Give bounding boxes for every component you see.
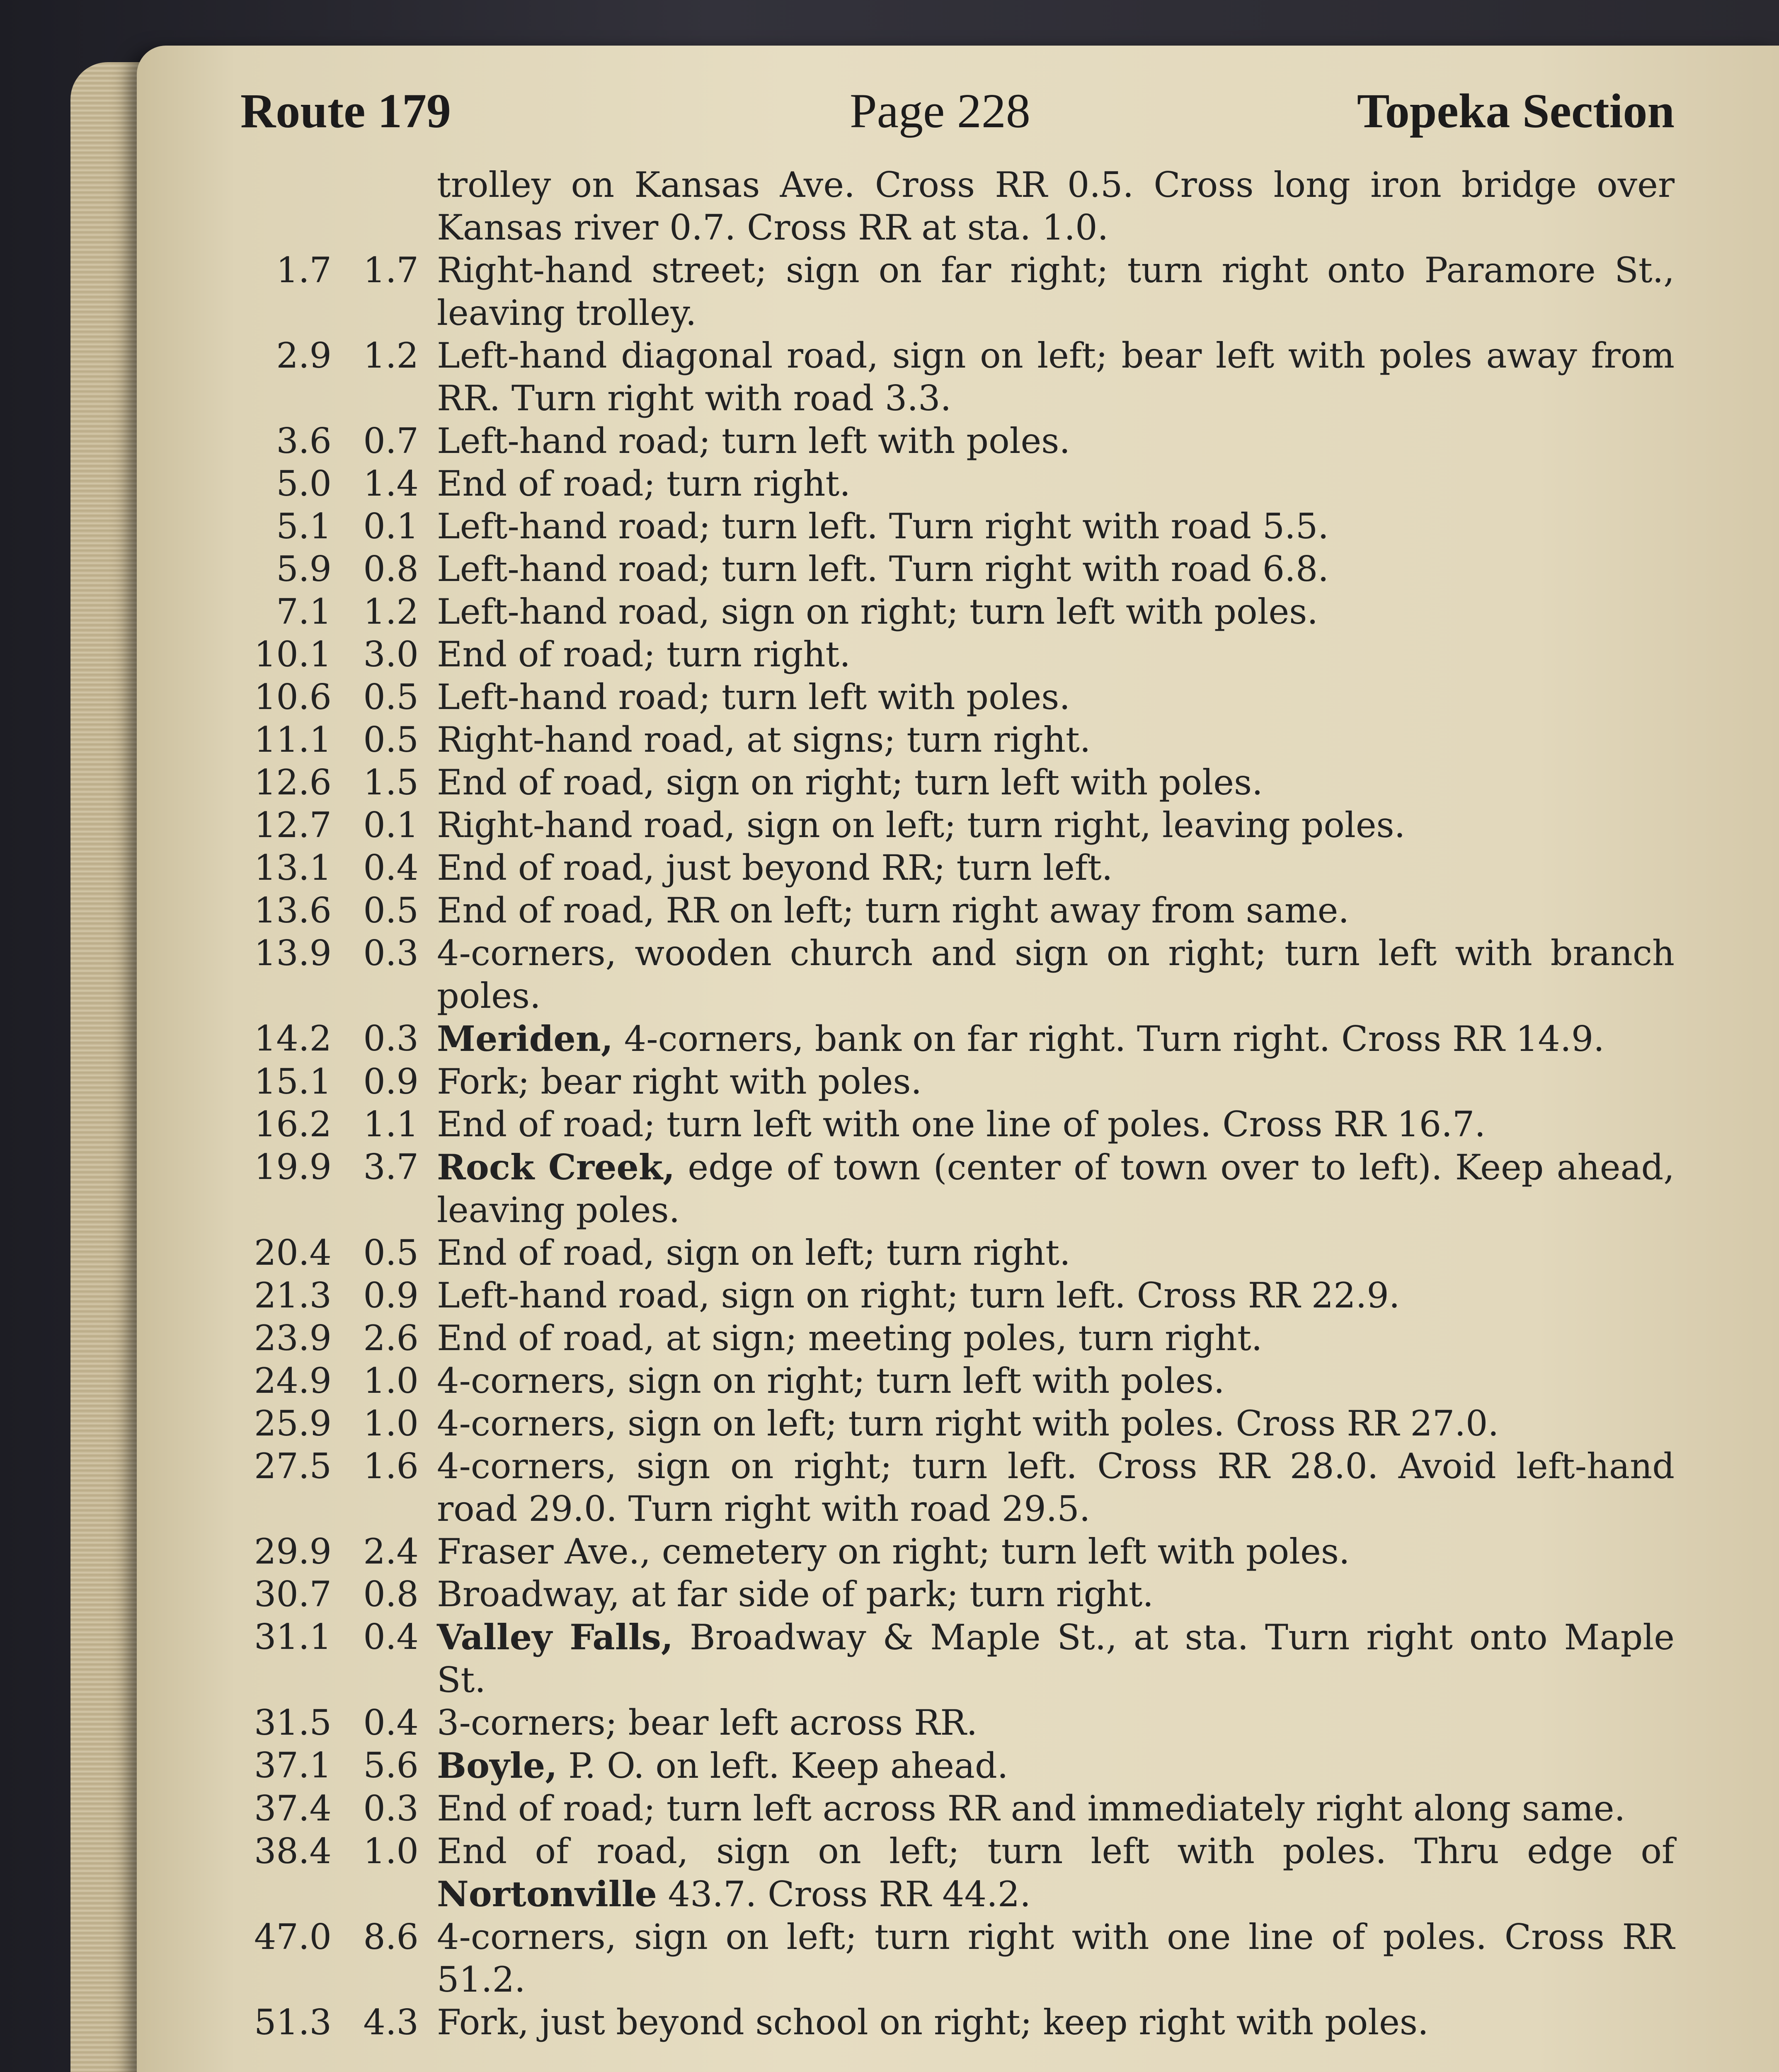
- intermediate-mileage: 1.6: [363, 1446, 419, 1486]
- direction-text: [419, 249, 1675, 334]
- total-mileage: 27.5: [254, 1446, 332, 1486]
- direction-row: [232, 932, 1675, 1017]
- direction-instruction: Left-hand road; turn left with poles.: [437, 421, 1071, 461]
- direction-row: [232, 1616, 1675, 1702]
- intermediate-mileage: 3.7: [363, 1147, 419, 1187]
- direction-instruction: Left-hand road, sign on right; turn left. Cross RR 22.9.: [437, 1275, 1400, 1316]
- route-number: Route 179: [240, 84, 451, 138]
- direction-instruction: End of road, RR on left; turn right away from same.: [437, 890, 1350, 931]
- direction-instruction: End of road; turn left across RR and immediately right along same.: [437, 1788, 1626, 1829]
- intermediate-mileage: 4.3: [363, 2002, 419, 2043]
- total-mileage: 13.6: [254, 890, 332, 931]
- direction-row: [232, 1232, 1675, 1274]
- intermediate-mileage: 1.1: [363, 1104, 419, 1145]
- direction-text: [419, 719, 1675, 761]
- intermediate-mileage: 5.6: [363, 1745, 419, 1786]
- intermediate-mileage: 1.4: [363, 463, 419, 504]
- intermediate-mileage: 2.6: [363, 1318, 419, 1358]
- total-mileage: 51.3: [254, 2002, 332, 2043]
- direction-text: [419, 932, 1675, 1017]
- direction-text: [419, 1317, 1675, 1360]
- total-mileage: 7.1: [276, 591, 332, 632]
- total-mileage: 29.9: [254, 1531, 332, 1572]
- total-mileage: 15.1: [254, 1061, 332, 1102]
- direction-text: [419, 1402, 1675, 1445]
- direction-row: [232, 249, 1675, 334]
- intermediate-mileage: 0.5: [363, 1232, 419, 1273]
- direction-text: [419, 548, 1675, 591]
- direction-instruction: 4-corners, wooden church and sign on right; turn left with branch poles.: [437, 933, 1675, 1016]
- direction-text: [419, 591, 1675, 633]
- direction-text: [419, 1616, 1675, 1702]
- direction-instruction: Right-hand road, at signs; turn right.: [437, 719, 1091, 760]
- total-mileage: 10.6: [254, 677, 332, 717]
- direction-text: [419, 1274, 1675, 1317]
- intermediate-mileage: 1.0: [363, 1831, 419, 1871]
- direction-text: [419, 462, 1675, 505]
- direction-row: [232, 719, 1675, 761]
- total-mileage: 13.9: [254, 933, 332, 973]
- total-mileage: 14.2: [254, 1018, 332, 1059]
- intermediate-mileage: 0.4: [363, 1702, 419, 1743]
- direction-text: [419, 1232, 1675, 1274]
- direction-text: [419, 1702, 1675, 1744]
- total-mileage: 5.0: [276, 463, 332, 504]
- direction-row: [232, 462, 1675, 505]
- direction-instruction: 4-corners, sign on left; turn right with poles. Cross RR 27.0.: [437, 1403, 1499, 1444]
- direction-row: [232, 1830, 1675, 1916]
- direction-row: [232, 1146, 1675, 1232]
- intermediate-mileage: 0.8: [363, 549, 419, 589]
- total-mileage: 5.9: [276, 549, 332, 589]
- direction-text: [419, 2001, 1675, 2044]
- total-mileage: 12.6: [254, 762, 332, 803]
- intermediate-mileage: 0.1: [363, 805, 419, 845]
- intermediate-mileage: 1.7: [363, 250, 419, 290]
- intermediate-mileage: 0.5: [363, 890, 419, 931]
- intermediate-mileage: 1.2: [363, 591, 419, 632]
- direction-instruction: End of road, sign on right; turn left with poles.: [437, 762, 1263, 803]
- intermediate-mileage: 0.5: [363, 677, 419, 717]
- intermediate-mileage: 1.5: [363, 762, 419, 803]
- total-mileage: 25.9: [254, 1403, 332, 1444]
- direction-instruction: End of road, sign on left; turn right.: [437, 1232, 1071, 1273]
- direction-row: [232, 334, 1675, 420]
- direction-instruction: End of road; turn left with one line of poles. Cross RR 16.7.: [437, 1104, 1486, 1145]
- direction-row: [232, 1530, 1675, 1573]
- direction-row: [232, 847, 1675, 889]
- direction-row: [232, 1744, 1675, 1787]
- total-mileage: 37.1: [254, 1745, 332, 1786]
- total-mileage: 20.4: [254, 1232, 332, 1273]
- intermediate-mileage: 1.2: [363, 335, 419, 376]
- direction-instruction: Right-hand street; sign on far right; turn right onto Paramore St., leaving trolley.: [437, 250, 1675, 333]
- page-number: Page 228: [850, 84, 1030, 138]
- direction-row: [232, 1317, 1675, 1360]
- direction-row: [232, 1916, 1675, 2001]
- direction-text: [419, 804, 1675, 847]
- place-name: Boyle,: [437, 1745, 557, 1786]
- intermediate-mileage: 1.0: [363, 1403, 419, 1444]
- direction-row: [232, 1787, 1675, 1830]
- intermediate-mileage: 1.0: [363, 1360, 419, 1401]
- intermediate-mileage: 0.9: [363, 1061, 419, 1102]
- directions-list: [232, 164, 1675, 2044]
- total-mileage: 31.5: [254, 1702, 332, 1743]
- intermediate-mileage: 3.0: [363, 634, 419, 675]
- direction-row: [232, 804, 1675, 847]
- direction-text: [419, 1573, 1675, 1616]
- intermediate-mileage: 0.4: [363, 1617, 419, 1657]
- direction-instruction: End of road; turn right.: [437, 463, 851, 504]
- direction-row: [232, 591, 1675, 633]
- place-name: Valley Falls,: [437, 1617, 674, 1658]
- direction-text: [419, 847, 1675, 889]
- direction-row: [232, 1274, 1675, 1317]
- direction-text: [419, 1146, 1675, 1232]
- continuation-row: [232, 164, 1675, 249]
- direction-text: [419, 676, 1675, 719]
- total-mileage: 13.1: [254, 847, 332, 888]
- direction-instruction: End of road, at sign; meeting poles, turn right.: [437, 1318, 1263, 1358]
- direction-text: [419, 1744, 1675, 1787]
- direction-row: [232, 1445, 1675, 1530]
- direction-text: [419, 334, 1675, 420]
- direction-instruction: 43.7. Cross RR 44.2.: [657, 1874, 1031, 1915]
- direction-text: [419, 1103, 1675, 1146]
- direction-text: [419, 1530, 1675, 1573]
- direction-instruction: 4-corners, bank on far right. Turn right. Cross RR 14.9.: [613, 1019, 1604, 1059]
- direction-row: [232, 1060, 1675, 1103]
- direction-row: [232, 633, 1675, 676]
- direction-row: [232, 1103, 1675, 1146]
- direction-text: [419, 505, 1675, 548]
- intermediate-mileage: 0.3: [363, 933, 419, 973]
- direction-row: [232, 548, 1675, 591]
- direction-instruction: Left-hand road; turn left. Turn right with road 6.8.: [437, 549, 1329, 589]
- direction-row: [232, 1017, 1675, 1060]
- direction-text: [419, 761, 1675, 804]
- direction-row: [232, 889, 1675, 932]
- direction-text: [419, 1060, 1675, 1103]
- direction-instruction: P. O. on left. Keep ahead.: [557, 1745, 1008, 1786]
- direction-instruction: Fork, just beyond school on right; keep right with poles.: [437, 2002, 1429, 2043]
- direction-instruction: End of road; turn right.: [437, 634, 851, 675]
- direction-instruction: Broadway, at far side of park; turn right.: [437, 1574, 1154, 1615]
- intermediate-mileage: 0.8: [363, 1574, 419, 1615]
- total-mileage: 1.7: [276, 250, 332, 290]
- direction-text: [419, 1787, 1675, 1830]
- direction-row: [232, 1573, 1675, 1616]
- direction-row: [232, 1402, 1675, 1445]
- direction-instruction: Fork; bear right with poles.: [437, 1061, 922, 1102]
- total-mileage: 2.9: [276, 335, 332, 376]
- intermediate-mileage: 8.6: [363, 1917, 419, 1957]
- direction-instruction: Fraser Ave., cemetery on right; turn left with poles.: [437, 1531, 1350, 1572]
- total-mileage: 5.1: [276, 506, 332, 547]
- direction-text: [419, 889, 1675, 932]
- direction-row: [232, 676, 1675, 719]
- direction-instruction: 3-corners; bear left across RR.: [437, 1702, 978, 1743]
- total-mileage: 21.3: [254, 1275, 332, 1316]
- intermediate-mileage: 0.4: [363, 847, 419, 888]
- direction-text: [419, 1017, 1675, 1060]
- continuation-text: trolley on Kansas Ave. Cross RR 0.5. Cross long iron bridge over Kansas river 0.7. Cross RR at sta. 1.0.: [437, 165, 1675, 248]
- place-name: Meriden,: [437, 1018, 613, 1059]
- place-name: Nortonville: [437, 1874, 657, 1915]
- direction-text: [419, 420, 1675, 462]
- direction-row: [232, 1702, 1675, 1744]
- direction-instruction: End of road, just beyond RR; turn left.: [437, 847, 1113, 888]
- total-mileage: 37.4: [254, 1788, 332, 1829]
- direction-row: [232, 1360, 1675, 1402]
- direction-row: [232, 505, 1675, 548]
- intermediate-mileage: 0.7: [363, 421, 419, 461]
- total-mileage: 23.9: [254, 1318, 332, 1358]
- direction-instruction: Right-hand road, sign on left; turn right, leaving poles.: [437, 805, 1406, 845]
- direction-text: [419, 1830, 1675, 1916]
- direction-instruction: Broadway & Maple St., at sta. Turn right onto Maple St.: [437, 1617, 1675, 1700]
- direction-row: [232, 420, 1675, 462]
- direction-instruction: edge of town (center of town over to left). Keep ahead, leaving poles.: [437, 1147, 1675, 1230]
- direction-instruction: Left-hand road, sign on right; turn left with poles.: [437, 591, 1318, 632]
- direction-instruction: 4-corners, sign on right; turn left with poles.: [437, 1360, 1225, 1401]
- intermediate-mileage: 0.3: [363, 1788, 419, 1829]
- direction-instruction: 4-corners, sign on left; turn right with one line of poles. Cross RR 51.2.: [437, 1917, 1675, 2000]
- intermediate-mileage: 0.9: [363, 1275, 419, 1316]
- direction-text: [419, 633, 1675, 676]
- total-mileage: 24.9: [254, 1360, 332, 1401]
- direction-row: [232, 761, 1675, 804]
- direction-instruction: Left-hand road; turn left. Turn right with road 5.5.: [437, 506, 1329, 547]
- direction-text: [419, 1916, 1675, 2001]
- total-mileage: 3.6: [276, 421, 332, 461]
- total-mileage: 38.4: [254, 1831, 332, 1871]
- intermediate-mileage: 2.4: [363, 1531, 419, 1572]
- section-title: Topeka Section: [1357, 84, 1675, 138]
- direction-text: [419, 1360, 1675, 1402]
- total-mileage: 12.7: [254, 805, 332, 845]
- direction-row: [232, 2001, 1675, 2044]
- direction-text: [419, 1445, 1675, 1530]
- total-mileage: 16.2: [254, 1104, 332, 1145]
- total-mileage: 47.0: [254, 1917, 332, 1957]
- total-mileage: 19.9: [254, 1147, 332, 1187]
- place-name: Rock Creek,: [437, 1147, 675, 1188]
- direction-instruction: Left-hand road; turn left with poles.: [437, 677, 1071, 717]
- direction-instruction: Left-hand diagonal road, sign on left; bear left with poles away from RR. Turn right with road 3.3.: [437, 335, 1675, 419]
- intermediate-mileage: 0.3: [363, 1018, 419, 1059]
- direction-instruction: 4-corners, sign on right; turn left. Cross RR 28.0. Avoid left-hand road 29.0. Turn right with road 29.5.: [437, 1446, 1675, 1529]
- page-header: [240, 83, 1675, 162]
- direction-instruction: End of road, sign on left; turn left with poles. Thru edge of: [437, 1831, 1675, 1871]
- total-mileage: 11.1: [254, 719, 332, 760]
- total-mileage: 10.1: [254, 634, 332, 675]
- intermediate-mileage: 0.5: [363, 719, 419, 760]
- total-mileage: 31.1: [254, 1617, 332, 1657]
- intermediate-mileage: 0.1: [363, 506, 419, 547]
- total-mileage: 30.7: [254, 1574, 332, 1615]
